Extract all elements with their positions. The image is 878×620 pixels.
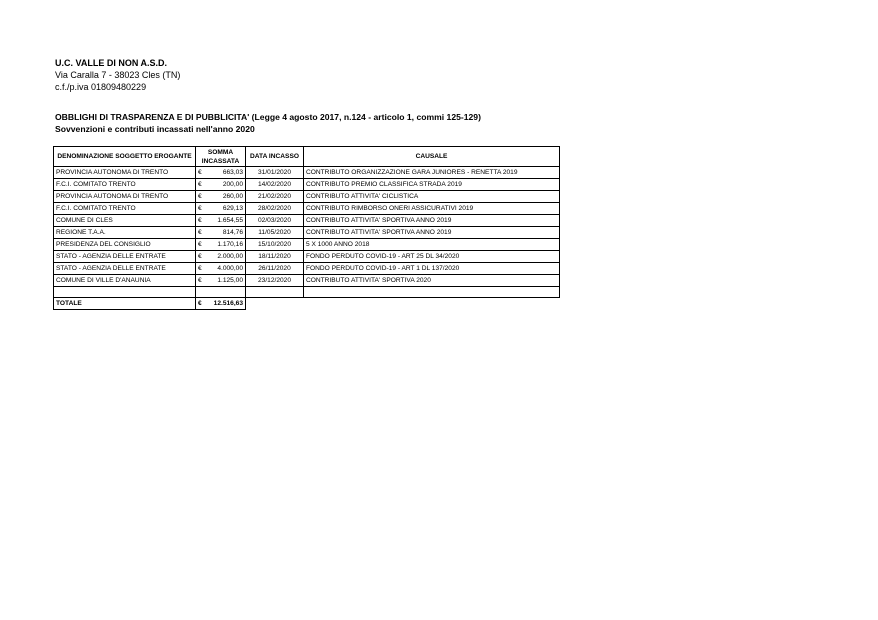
document-title-law: (Legge 4 agosto 2017, n.124 - articolo 1, commi 125-129) bbox=[249, 112, 481, 122]
row-amount bbox=[196, 227, 246, 239]
row-amount-value: 629,13 bbox=[222, 204, 243, 212]
empty-cell bbox=[54, 287, 196, 298]
row-date: 14/02/2020 bbox=[246, 179, 304, 191]
row-amount-value: 814,76 bbox=[222, 228, 243, 236]
total-label: TOTALE bbox=[54, 298, 196, 310]
row-currency: € bbox=[198, 240, 202, 248]
contributions-table bbox=[53, 146, 560, 310]
table-row bbox=[54, 203, 560, 215]
row-amount-value: 663,03 bbox=[222, 168, 243, 176]
document-title-main: OBBLIGHI DI TRASPARENZA E DI PUBBLICITA' bbox=[55, 112, 250, 122]
table-row bbox=[54, 191, 560, 203]
row-amount bbox=[196, 167, 246, 179]
row-donor-name: PRESIDENZA DEL CONSIGLIO bbox=[54, 239, 196, 251]
row-date: 26/11/2020 bbox=[246, 263, 304, 275]
empty-cell bbox=[246, 287, 304, 298]
document-title-block bbox=[55, 111, 481, 135]
row-donor-name: PROVINCIA AUTONOMA DI TRENTO bbox=[54, 191, 196, 203]
row-reason: CONTRIBUTO ORGANIZZAZIONE GARA JUNIORES - RENETTA 2019 bbox=[304, 167, 560, 179]
header-date: DATA INCASSO bbox=[246, 147, 304, 167]
row-currency: € bbox=[198, 180, 202, 188]
total-amount bbox=[196, 298, 246, 310]
row-amount-value: 2.000,00 bbox=[217, 252, 243, 260]
row-reason: CONTRIBUTO ATTIVITA' SPORTIVA ANNO 2019 bbox=[304, 215, 560, 227]
row-donor-name: F.C.I. COMITATO TRENTO bbox=[54, 179, 196, 191]
row-date: 15/10/2020 bbox=[246, 239, 304, 251]
row-amount-value: 1.125,00 bbox=[217, 276, 243, 284]
organization-header bbox=[55, 57, 180, 93]
total-blank bbox=[246, 298, 304, 310]
row-currency: € bbox=[198, 192, 202, 200]
row-amount bbox=[196, 215, 246, 227]
empty-cell bbox=[304, 287, 560, 298]
table-row bbox=[54, 275, 560, 287]
table-header-row bbox=[54, 147, 560, 167]
total-amount-value: 12.516,63 bbox=[213, 299, 243, 307]
table-row bbox=[54, 215, 560, 227]
row-amount-value: 1.654,55 bbox=[217, 216, 243, 224]
row-amount bbox=[196, 239, 246, 251]
table-row bbox=[54, 227, 560, 239]
row-reason: CONTRIBUTO ATTIVITA' CICLISTICA bbox=[304, 191, 560, 203]
row-date: 21/02/2020 bbox=[246, 191, 304, 203]
row-date: 02/03/2020 bbox=[246, 215, 304, 227]
row-date: 28/02/2020 bbox=[246, 203, 304, 215]
row-reason: CONTRIBUTO ATTIVITA' SPORTIVA ANNO 2019 bbox=[304, 227, 560, 239]
row-donor-name: PROVINCIA AUTONOMA DI TRENTO bbox=[54, 167, 196, 179]
row-currency: € bbox=[198, 216, 202, 224]
table-row bbox=[54, 179, 560, 191]
table-row bbox=[54, 239, 560, 251]
row-amount bbox=[196, 251, 246, 263]
row-donor-name: F.C.I. COMITATO TRENTO bbox=[54, 203, 196, 215]
document-subtitle: Sovvenzioni e contributi incassati nell'anno 2020 bbox=[55, 124, 255, 134]
table-row bbox=[54, 263, 560, 275]
row-reason: CONTRIBUTO ATTIVITA' SPORTIVA 2020 bbox=[304, 275, 560, 287]
row-amount-value: 4.000,00 bbox=[217, 264, 243, 272]
row-reason: FONDO PERDUTO COVID-19 - ART 25 DL 34/2020 bbox=[304, 251, 560, 263]
row-donor-name: REGIONE T.A.A. bbox=[54, 227, 196, 239]
header-name: DENOMINAZIONE SOGGETTO EROGANTE bbox=[54, 147, 196, 167]
organization-address: Via Caralla 7 - 38023 Cles (TN) bbox=[55, 70, 181, 80]
total-row bbox=[54, 298, 560, 310]
row-reason: FONDO PERDUTO COVID-19 - ART 1 DL 137/2020 bbox=[304, 263, 560, 275]
row-amount bbox=[196, 275, 246, 287]
row-amount bbox=[196, 191, 246, 203]
row-currency: € bbox=[198, 264, 202, 272]
row-reason: 5 X 1000 ANNO 2018 bbox=[304, 239, 560, 251]
row-date: 31/01/2020 bbox=[246, 167, 304, 179]
table-row bbox=[54, 251, 560, 263]
row-amount bbox=[196, 263, 246, 275]
row-donor-name: STATO - AGENZIA DELLE ENTRATE bbox=[54, 263, 196, 275]
empty-cell bbox=[196, 287, 246, 298]
row-amount bbox=[196, 203, 246, 215]
organization-tax-id: c.f./p.iva 01809480229 bbox=[55, 82, 147, 92]
row-date: 23/12/2020 bbox=[246, 275, 304, 287]
row-donor-name: STATO - AGENZIA DELLE ENTRATE bbox=[54, 251, 196, 263]
row-donor-name: COMUNE DI CLES bbox=[54, 215, 196, 227]
total-currency: € bbox=[198, 299, 202, 307]
row-date: 11/05/2020 bbox=[246, 227, 304, 239]
row-currency: € bbox=[198, 228, 202, 236]
row-currency: € bbox=[198, 204, 202, 212]
row-currency: € bbox=[198, 168, 202, 176]
row-reason: CONTRIBUTO PREMIO CLASSIFICA STRADA 2019 bbox=[304, 179, 560, 191]
header-reason: CAUSALE bbox=[304, 147, 560, 167]
total-blank bbox=[304, 298, 560, 310]
row-amount-value: 1.170,16 bbox=[217, 240, 243, 248]
row-reason: CONTRIBUTO RIMBORSO ONERI ASSICURATIVI 2019 bbox=[304, 203, 560, 215]
row-donor-name: COMUNE DI VILLE D'ANAUNIA bbox=[54, 275, 196, 287]
row-amount-value: 200,00 bbox=[222, 180, 243, 188]
document-title bbox=[55, 111, 481, 123]
header-amount: SOMMA INCASSATA bbox=[196, 147, 246, 167]
row-date: 18/11/2020 bbox=[246, 251, 304, 263]
row-currency: € bbox=[198, 276, 202, 284]
table-row bbox=[54, 167, 560, 179]
organization-name: U.C. VALLE DI NON A.S.D. bbox=[55, 58, 168, 68]
empty-row bbox=[54, 287, 560, 298]
row-amount-value: 260,00 bbox=[222, 192, 243, 200]
row-currency: € bbox=[198, 252, 202, 260]
row-amount bbox=[196, 179, 246, 191]
